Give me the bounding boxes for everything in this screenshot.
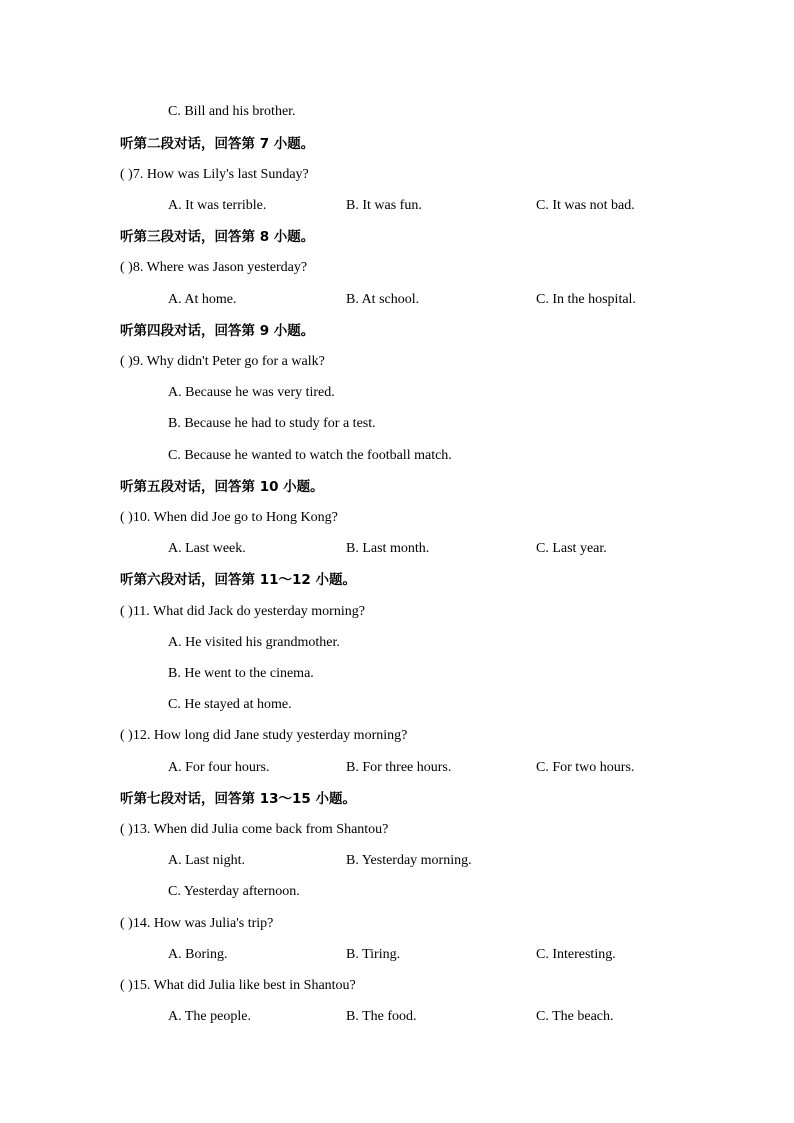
q8-option-c: C. In the hospital. [536,292,636,307]
q15-stem: ( )15. What did Julia like best in Shantou? [120,978,356,993]
q10-stem: ( )10. When did Joe go to Hong Kong? [120,510,338,525]
q14-option-a: A. Boring. [168,947,228,962]
section-5-heading: 听第五段对话，回答第 10 小题。 [120,479,324,495]
q11-option-b: B. He went to the cinema. [168,666,314,681]
q11-stem: ( )11. What did Jack do yesterday morning? [120,604,365,619]
q14-stem: ( )14. How was Julia's trip? [120,916,274,931]
q6-option-c: C. Bill and his brother. [168,104,296,119]
q14-option-b: B. Tiring. [346,947,401,962]
q8-option-b: B. At school. [346,292,420,307]
q7-option-b: B. It was fun. [346,198,422,213]
q13-option-c: C. Yesterday afternoon. [168,884,300,899]
q11-option-a: A. He visited his grandmother. [168,635,340,650]
q12-option-c: C. For two hours. [536,760,635,775]
q7-option-c: C. It was not bad. [536,198,635,213]
q9-option-c: C. Because he wanted to watch the football match. [168,448,452,463]
q10-option-b: B. Last month. [346,541,430,556]
q9-stem: ( )9. Why didn't Peter go for a walk? [120,354,325,369]
q8-stem: ( )8. Where was Jason yesterday? [120,260,308,275]
q7-option-a: A. It was terrible. [168,198,267,213]
q13-option-a: A. Last night. [168,853,245,868]
q12-option-a: A. For four hours. [168,760,270,775]
q9-option-b: B. Because he had to study for a test. [168,416,376,431]
q9-option-a: A. Because he was very tired. [168,385,335,400]
section-2-heading: 听第二段对话，回答第 7 小题。 [120,136,315,152]
q12-stem: ( )12. How long did Jane study yesterday morning? [120,728,408,743]
q13-stem: ( )13. When did Julia come back from Shantou? [120,822,389,837]
q7-stem: ( )7. How was Lily's last Sunday? [120,167,309,182]
q10-option-a: A. Last week. [168,541,246,556]
q11-option-c: C. He stayed at home. [168,697,292,712]
section-4-heading: 听第四段对话，回答第 9 小题。 [120,323,315,339]
q10-option-c: C. Last year. [536,541,607,556]
q15-option-c: C. The beach. [536,1009,614,1024]
q14-option-c: C. Interesting. [536,947,616,962]
section-7-heading: 听第七段对话，回答第 13～15 小题。 [120,791,356,807]
section-3-heading: 听第三段对话，回答第 8 小题。 [120,229,315,245]
q15-option-b: B. The food. [346,1009,417,1024]
q15-option-a: A. The people. [168,1009,251,1024]
q8-option-a: A. At home. [168,292,237,307]
q12-option-b: B. For three hours. [346,760,452,775]
section-6-heading: 听第六段对话，回答第 11～12 小题。 [120,572,356,588]
q13-option-b: B. Yesterday morning. [346,853,472,868]
